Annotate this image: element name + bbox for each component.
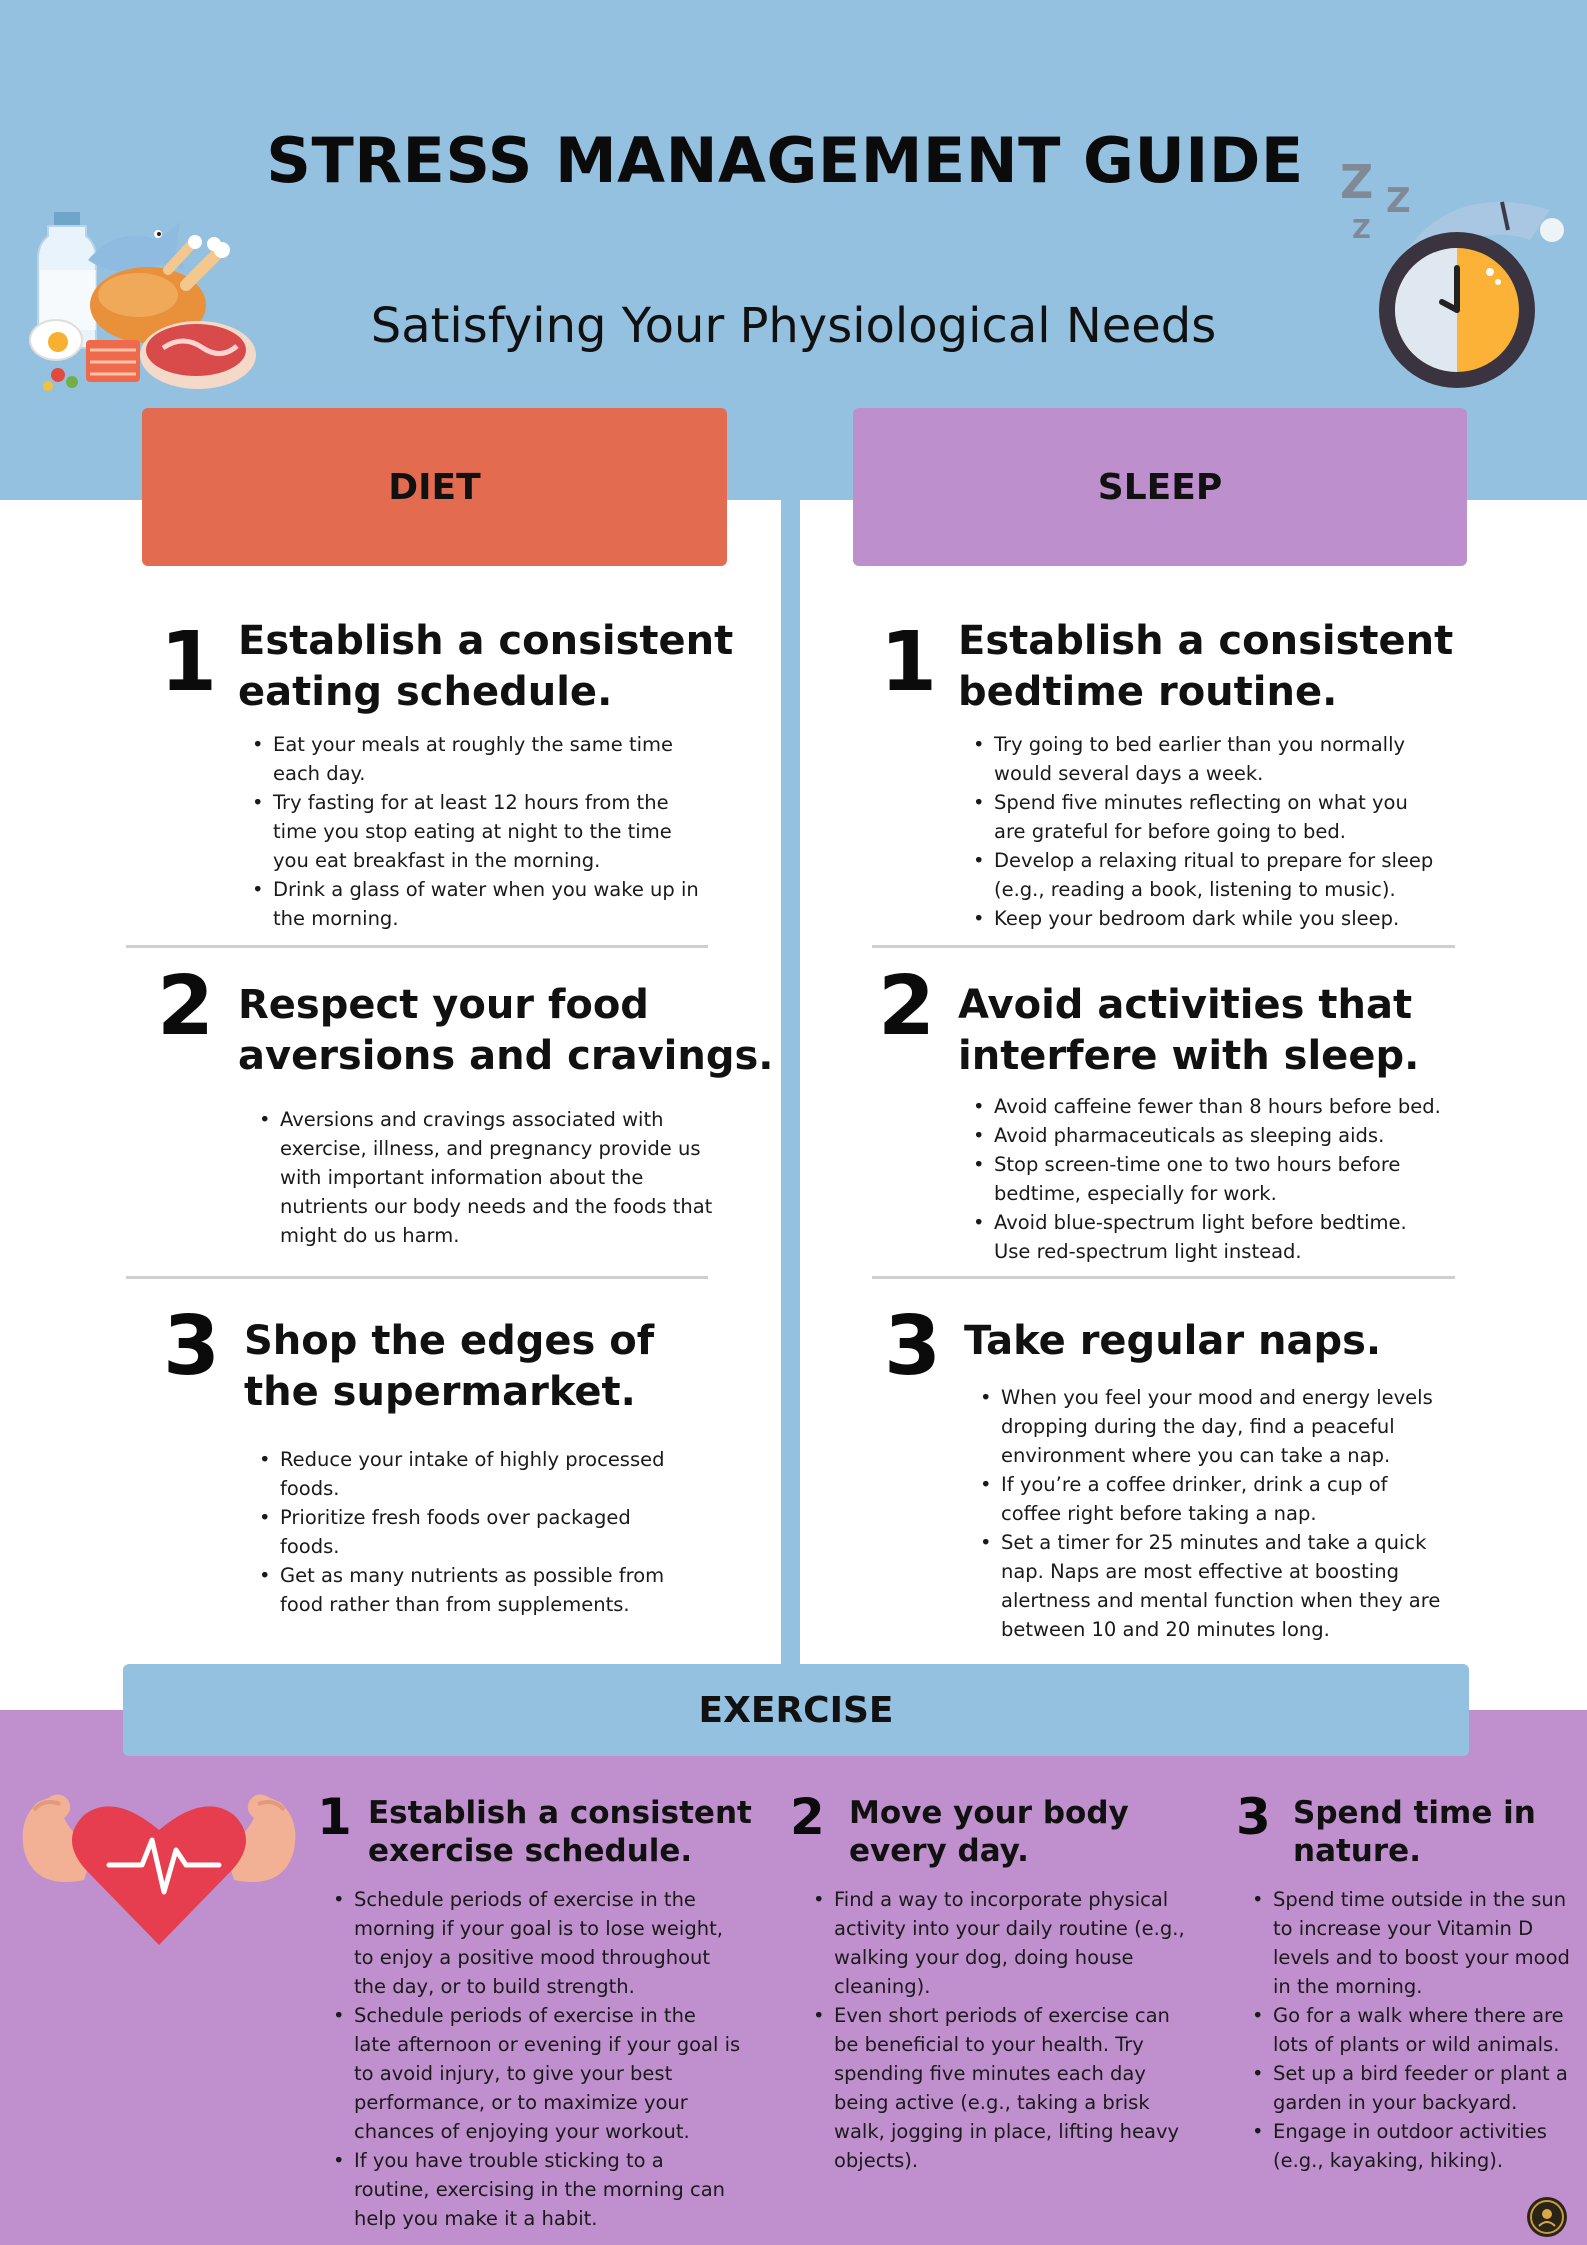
list-item: • Prioritize fresh foods over packaged foods. <box>257 1503 665 1561</box>
sleep-item-1-heading: Establish a consistent bedtime routine. <box>958 618 1454 715</box>
list-item: • If you have trouble sticking to a routine, exercising in the morning can help you make it a habit. <box>331 2146 740 2233</box>
sleep-item-2-number: 2 <box>878 959 936 1054</box>
svg-text:Z: Z <box>1340 155 1374 209</box>
list-item: • Drink a glass of water when you wake up in the morning. <box>250 875 699 933</box>
divider-line <box>872 945 1455 948</box>
exercise-item-1-bullets <box>331 1885 740 2233</box>
diet-item-1-number: 1 <box>160 615 218 710</box>
list-item: • Aversions and cravings associated with exercise, illness, and pregnancy provide us with important information about the nutrients our body needs and the foods that might do us harm. <box>257 1105 712 1250</box>
list-item: • Get as many nutrients as possible from food rather than from supplements. <box>257 1561 665 1619</box>
sleep-item-2-bullets <box>971 1092 1441 1266</box>
exercise-item-3-bullets <box>1250 1885 1570 2175</box>
svg-text:Z: Z <box>1352 215 1371 245</box>
list-item: • Engage in outdoor activities (e.g., kayaking, hiking). <box>1250 2117 1570 2175</box>
list-item: • Develop a relaxing ritual to prepare for sleep (e.g., reading a book, listening to music). <box>971 846 1433 904</box>
food-group-icon <box>18 200 268 400</box>
svg-text:Z: Z <box>1386 181 1411 221</box>
diet-item-2-bullets <box>257 1105 712 1250</box>
exercise-item-1-number: 1 <box>317 1788 352 1846</box>
strong-heart-icon <box>14 1770 304 1950</box>
column-divider <box>781 500 800 1665</box>
sleep-item-1-bullets <box>971 730 1433 933</box>
exercise-header: EXERCISE <box>123 1664 1469 1756</box>
list-item: • Even short periods of exercise can be beneficial to your health. Try spending five minutes each day being active (e.g., taking a brisk walk, jogging in place, lifting heavy objects). <box>811 2001 1185 2175</box>
diet-item-1-heading: Establish a consistent eating schedule. <box>238 618 734 715</box>
divider-line <box>126 945 708 948</box>
diet-item-3-bullets <box>257 1445 665 1619</box>
divider-line <box>126 1276 708 1279</box>
sleep-header: SLEEP <box>853 408 1467 566</box>
diet-item-2-heading: Respect your food aversions and cravings. <box>238 982 774 1079</box>
list-item: • Avoid caffeine fewer than 8 hours before bed. <box>971 1092 1441 1121</box>
exercise-item-2-bullets <box>811 1885 1185 2175</box>
exercise-item-3-number: 3 <box>1236 1788 1271 1846</box>
page-subtitle: Satisfying Your Physiological Needs <box>370 298 1217 354</box>
exercise-item-2-heading: Move your body every day. <box>849 1795 1129 1869</box>
list-item: • Spend time outside in the sun to increase your Vitamin D levels and to boost your mood in the morning. <box>1250 1885 1570 2001</box>
list-item: • Eat your meals at roughly the same time each day. <box>250 730 699 788</box>
sleep-item-2-heading: Avoid activities that interfere with sleep. <box>958 982 1420 1079</box>
exercise-item-3-heading: Spend time in nature. <box>1293 1795 1536 1869</box>
sleep-item-3-bullets <box>978 1383 1440 1644</box>
brand-logo-icon <box>1526 2196 1568 2238</box>
list-item: • When you feel your mood and energy levels dropping during the day, find a peaceful environment where you can take a nap. <box>978 1383 1440 1470</box>
sleep-item-1-number: 1 <box>880 615 938 710</box>
list-item: • Stop screen-time one to two hours before bedtime, especially for work. <box>971 1150 1441 1208</box>
diet-item-3-number: 3 <box>163 1299 221 1394</box>
diet-item-3-heading: Shop the edges of the supermarket. <box>244 1318 655 1415</box>
list-item: • Try fasting for at least 12 hours from the time you stop eating at night to the time you eat breakfast in the morning. <box>250 788 699 875</box>
sleep-clock-icon <box>1330 150 1570 400</box>
list-item: • Find a way to incorporate physical activity into your daily routine (e.g., walking your dog, doing house cleaning). <box>811 1885 1185 2001</box>
list-item: • Set up a bird feeder or plant a garden in your backyard. <box>1250 2059 1570 2117</box>
list-item: • Set a timer for 25 minutes and take a quick nap. Naps are most effective at boosting alertness and mental function when they are between 10 and 20 minutes long. <box>978 1528 1440 1644</box>
list-item: • Reduce your intake of highly processed foods. <box>257 1445 665 1503</box>
divider-line <box>872 1276 1455 1279</box>
list-item: • Go for a walk where there are lots of plants or wild animals. <box>1250 2001 1570 2059</box>
diet-header: DIET <box>142 408 727 566</box>
exercise-item-2-number: 2 <box>790 1788 825 1846</box>
sleep-item-3-number: 3 <box>884 1299 942 1394</box>
exercise-item-1-heading: Establish a consistent exercise schedule. <box>368 1795 752 1869</box>
list-item: • Avoid pharmaceuticals as sleeping aids. <box>971 1121 1441 1150</box>
diet-item-2-number: 2 <box>157 959 215 1054</box>
sleep-item-3-heading: Take regular naps. <box>964 1318 1382 1364</box>
diet-item-1-bullets <box>250 730 699 933</box>
page-title: STRESS MANAGEMENT GUIDE <box>266 124 1304 197</box>
list-item: • Keep your bedroom dark while you sleep. <box>971 904 1433 933</box>
list-item: • Schedule periods of exercise in the late afternoon or evening if your goal is to avoid injury, to give your best performance, or to maximize your chances of enjoying your workout. <box>331 2001 740 2146</box>
list-item: • If you’re a coffee drinker, drink a cup of coffee right before taking a nap. <box>978 1470 1440 1528</box>
list-item: • Try going to bed earlier than you normally would several days a week. <box>971 730 1433 788</box>
list-item: • Spend five minutes reflecting on what you are grateful for before going to bed. <box>971 788 1433 846</box>
list-item: • Avoid blue-spectrum light before bedtime. Use red-spectrum light instead. <box>971 1208 1441 1266</box>
list-item: • Schedule periods of exercise in the morning if your goal is to lose weight, to enjoy a positive mood throughout the day, or to build strength. <box>331 1885 740 2001</box>
